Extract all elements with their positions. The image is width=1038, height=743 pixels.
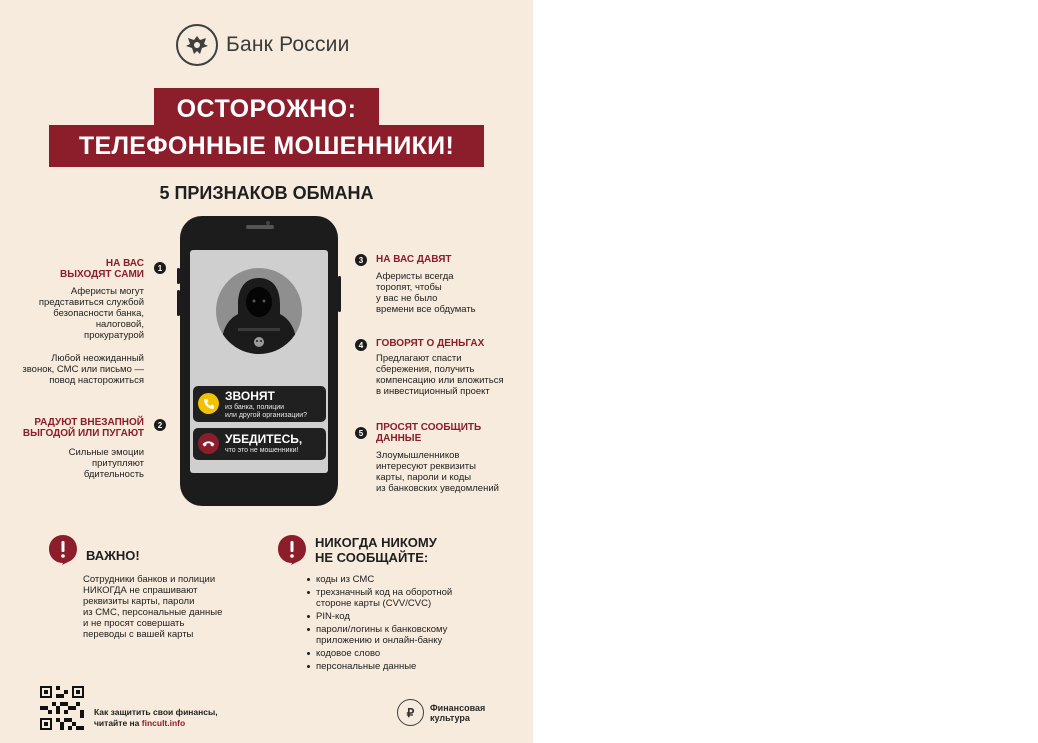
phone-side-button — [338, 276, 341, 312]
text-line: повод насторожиться — [49, 375, 144, 386]
text-line: Сильные эмоции — [68, 447, 144, 458]
text-line: Сотрудники банков и полиции — [83, 574, 216, 585]
brand-line1: Финансовая — [430, 702, 486, 713]
footer-line2 — [94, 718, 218, 729]
sign-1-title-line2: ВЫХОДЯТ САМИ — [60, 269, 144, 280]
call-title: УБЕДИТЕСЬ, — [225, 432, 303, 446]
sign-5-text — [376, 450, 526, 494]
sign-1-title-line1: НА ВАС — [105, 258, 144, 269]
bank-name: Банк России — [226, 33, 350, 56]
fincult-brand — [397, 699, 485, 726]
eagle-emblem-icon — [176, 24, 218, 66]
list-item-continuation: стороне карты (CVV/CVC) — [316, 598, 432, 609]
important-title: ВАЖНО! — [86, 548, 140, 563]
sign-number-3: 3 — [355, 254, 367, 266]
text-line: реквизиты карты, пароли — [83, 596, 195, 607]
sign-5-title-line2: ДАННЫЕ — [376, 433, 422, 444]
text-line: прокуратурой — [84, 330, 144, 341]
brand-line2: культура — [430, 712, 470, 723]
text-line: у вас не было — [376, 293, 438, 304]
phone-accept-icon — [198, 393, 219, 414]
incoming-call-card — [193, 386, 326, 422]
list-item: кодовое слово — [316, 648, 525, 659]
title-banner-line1: ОСТОРОЖНО: — [154, 88, 379, 130]
text-line: безопасности банка, — [53, 308, 144, 319]
list-item: коды из СМС — [316, 574, 525, 585]
text-line: интересуют реквизиты — [376, 461, 476, 472]
warning-call-card — [193, 428, 326, 460]
list-item: персональные данные — [316, 661, 525, 672]
list-item-continuation: приложению и онлайн-банку — [316, 635, 443, 646]
text-line: переводы с вашей карты — [83, 629, 194, 640]
never-title-line2: НЕ СООБЩАЙТЕ: — [315, 550, 429, 565]
important-text — [83, 574, 263, 640]
call-subtitle: что это не мошенники! — [225, 447, 299, 454]
list-item: PIN-код — [316, 611, 525, 622]
title-banner-line2: ТЕЛЕФОННЫЕ МОШЕННИКИ! — [49, 125, 484, 167]
phone-illustration — [180, 216, 338, 506]
sign-4-title: ГОВОРЯТ О ДЕНЬГАХ — [376, 338, 485, 349]
call-title: ЗВОНЯТ — [225, 389, 275, 403]
text-line: сбережения, получить — [376, 364, 475, 375]
text-line: и не просят совершать — [83, 618, 185, 629]
list-item: пароли/логины к банковскому — [316, 624, 525, 635]
text-line: Аферисты всегда — [376, 271, 454, 282]
sign-2-title-line1: РАДУЮТ ВНЕЗАПНОЙ — [34, 417, 144, 428]
phone-side-button — [177, 268, 180, 284]
sign-5-title-line1: ПРОСЯТ СООБЩИТЬ — [376, 422, 482, 433]
fincult-link[interactable]: fincult.info — [141, 718, 186, 728]
footer-line1: Как защитить свои финансы, — [94, 707, 218, 717]
sign-4-text — [376, 353, 526, 397]
text-line: представиться службой — [38, 297, 144, 308]
sign-2-title-line2: ВЫГОДОЙ ИЛИ ПУГАЮТ — [22, 428, 144, 439]
text-line: из банковских уведомлений — [376, 483, 499, 494]
text-line: в инвестиционный проект — [376, 386, 490, 397]
ruble-icon: ₽ — [397, 699, 424, 726]
text-line: Предлагают спасти — [376, 353, 462, 364]
sign-number-5: 5 — [355, 427, 367, 439]
text-line: Аферисты могут — [70, 286, 144, 297]
call-subtitle-line1: из банка, полиции — [225, 404, 285, 411]
sign-3-title: НА ВАС ДАВЯТ — [376, 254, 452, 265]
bank-logo — [176, 24, 350, 66]
text-line: звонок, СМС или письмо — — [22, 364, 144, 375]
text-line: времени все обдумать — [376, 304, 476, 315]
text-line: Любой неожиданный — [51, 353, 144, 364]
call-subtitle-line2: или другой организации? — [225, 412, 308, 419]
phone-side-button — [177, 290, 180, 316]
text-line: притупляют — [91, 458, 144, 469]
phone-decline-icon — [198, 433, 219, 454]
sign-number-4: 4 — [355, 339, 367, 351]
text-line: карты, пароли и коды — [376, 472, 472, 483]
hooded-hacker-icon — [216, 268, 302, 354]
phone-speaker — [246, 225, 274, 229]
footer-text — [94, 707, 218, 729]
sign-1-text2 — [14, 353, 144, 386]
text-line: НИКОГДА не спрашивают — [83, 585, 198, 596]
text-line: торопят, чтобы — [376, 282, 442, 293]
text-line: налоговой, — [95, 319, 144, 330]
sign-number-1: 1 — [154, 262, 166, 274]
fincult-brand-text — [430, 703, 485, 723]
text-line: Злоумышленников — [376, 450, 460, 461]
sign-2-title — [8, 417, 144, 439]
never-list — [305, 574, 525, 674]
sign-number-2: 2 — [154, 419, 166, 431]
list-item: трехзначный код на оборотной — [316, 587, 525, 598]
qr-code — [40, 686, 84, 730]
never-title — [315, 535, 437, 565]
sign-2-text — [34, 447, 144, 480]
footer-line2-prefix: читайте на — [94, 718, 142, 728]
sign-5-title — [376, 422, 516, 444]
sign-1-text — [24, 286, 144, 341]
never-title-line1: НИКОГДА НИКОМУ — [315, 535, 437, 550]
sign-3-text — [376, 271, 516, 315]
sign-1-title — [40, 258, 144, 280]
subtitle: 5 ПРИЗНАКОВ ОБМАНА — [159, 183, 374, 203]
exclamation-icon — [48, 534, 78, 564]
text-line: бдительность — [83, 469, 144, 480]
text-line: компенсацию или вложиться — [376, 375, 504, 386]
exclamation-icon — [277, 534, 307, 564]
text-line: из СМС, персональные данные — [83, 607, 223, 618]
